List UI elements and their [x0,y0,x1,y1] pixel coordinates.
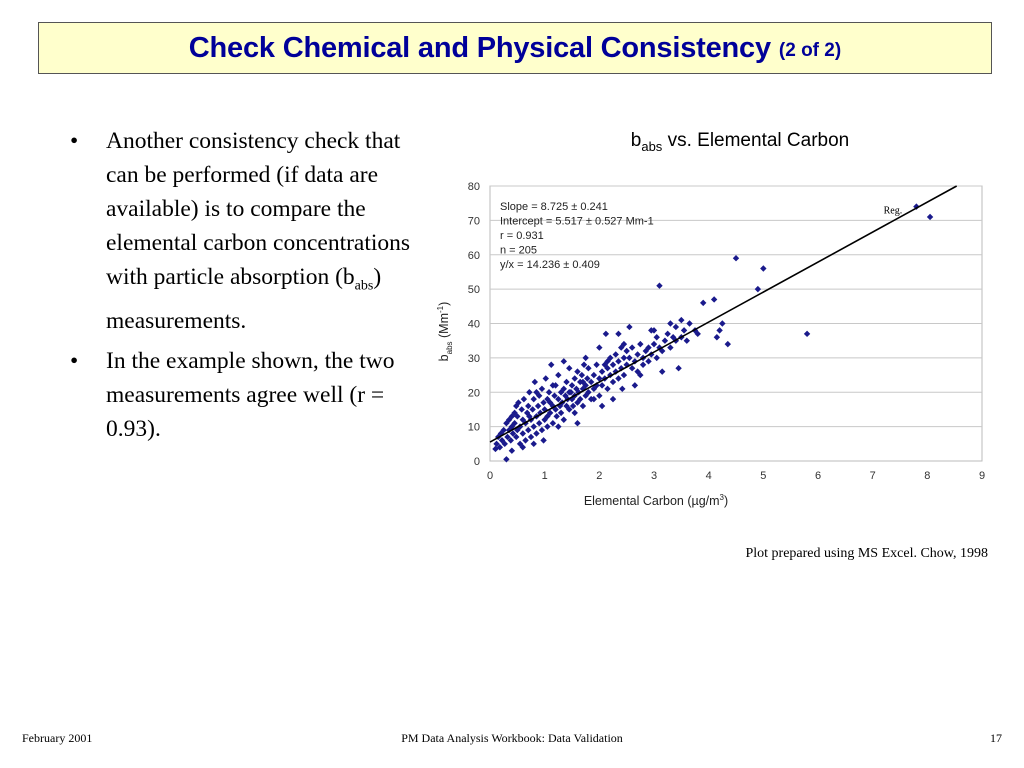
bullet-1-sub: abs [354,278,374,294]
chart-heading [560,130,920,154]
regression-stat-line: Intercept = 5.517 ± 0.527 Mm-1 [500,215,654,228]
y-tick-label: 50 [467,284,480,297]
footer-date: February 2001 [22,731,93,745]
bullet-item-2 [66,344,416,446]
regression-stat-line: y/x = 14.236 ± 0.409 [500,259,600,271]
x-tick-label: 0 [486,470,494,482]
title-box [38,22,992,74]
slide-title: Check Chemical and Physical Consistency [188,31,771,64]
y-tick-label: 20 [467,387,480,400]
y-tick-label: 40 [467,318,480,331]
bullet-list [66,124,416,452]
bullet-2-text: In the example shown, the two measurements agree well (r = 0.93). [106,347,395,442]
scatter-chart [428,172,1000,517]
bullet-dot-icon: • [70,347,79,374]
footer-workbook-title: PM Data Analysis Workbook: Data Validation [401,731,623,745]
y-tick-label: 70 [467,215,480,228]
x-axis-title: Elemental Carbon $(\mu g/m^3)$ [583,493,729,508]
y-tick-label: 60 [467,249,480,262]
x-tick-label: 7 [869,470,876,482]
x-tick-label: 9 [978,470,986,482]
y-tick-label: 30 [467,352,480,365]
chart-heading-rest: vs. Elemental Carbon [662,130,850,151]
bullet-1-text: Another consistency check that can be performed (if data are available) is to compare the elemental carbon concentrations with particle absorption (b [106,128,411,290]
y-tick-label: 80 [467,181,480,193]
regression-stat-line: Slope = 8.725 ± 0.241 [500,201,608,213]
x-tick-label: 5 [760,470,767,482]
chart-heading-sub: abs [641,138,663,154]
regression-label: Reg. [883,205,903,217]
x-tick-label: 8 [924,470,931,482]
regression-stat-line: r = 0.931 [500,230,544,242]
chart-caption: Plot prepared using MS Excel. Chow, 1998 [745,546,988,561]
footer-page-number: 17 [990,731,1002,745]
x-tick-label: 1 [541,470,548,482]
x-tick-label: 6 [814,470,822,482]
y-tick-label: 10 [467,421,480,434]
x-tick-label: 4 [705,470,712,482]
x-tick-label: 2 [596,470,603,482]
x-tick-label: 3 [650,470,658,482]
y-tick-label: 0 [473,456,480,468]
chart-heading-main: b [630,130,642,151]
slide-title-suffix: (2 of 2) [778,40,842,61]
bullet-1-text-after: ) measurements. [106,264,382,334]
regression-stat-line: n = 205 [500,244,538,257]
y-axis-title: $b_{abs}$ $(Mm^{-1})$ [436,301,454,362]
bullet-item-1 [66,124,416,338]
bullet-dot-icon: • [70,128,79,154]
